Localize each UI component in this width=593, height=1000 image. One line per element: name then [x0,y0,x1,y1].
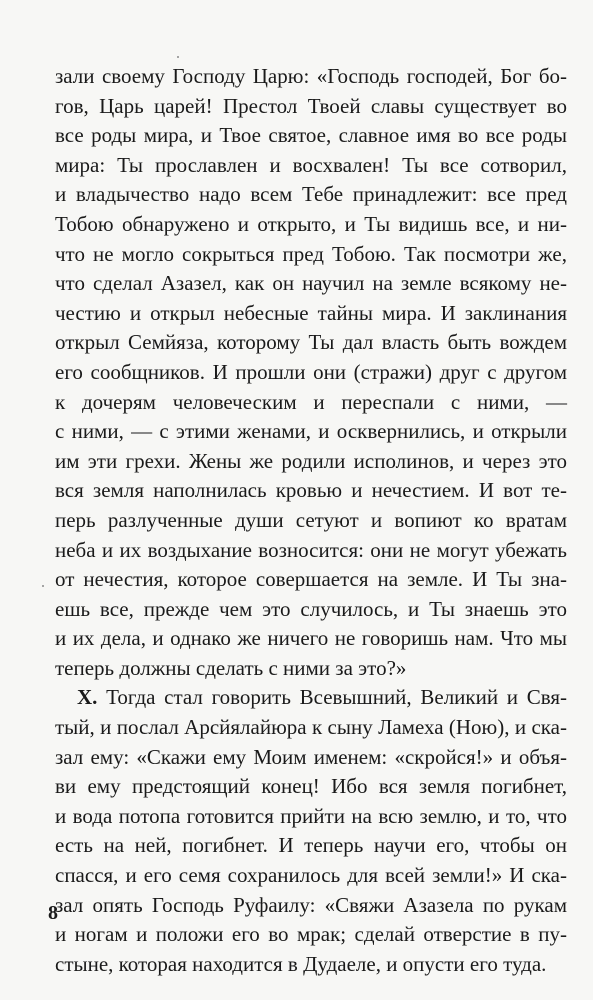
body-text [55,62,567,979]
text-line: и ногам и положи его во мрак; сделай отверстие в пу- [55,922,567,947]
text-line: ви ему предстоящий конец! Ибо вся земля погибнет, [55,774,567,799]
text-line: Тобою обнаружено и открыто, и Ты видишь все, и ни- [55,211,567,236]
text-line: зал ему: «Скажи ему Моим именем: «скройся!» и объя- [55,744,567,769]
text-line: вся земля наполнилась кровью и нечестием. И вот те- [55,478,567,503]
text-line: есть на ней, погибнет. И теперь научи его, чтобы он [55,833,567,858]
chapter-marker: X. [77,685,98,710]
text-line: к дочерям человеческим и переспали с ними, — [55,389,567,414]
text-line: неба и их воздыхание возносится: они не могут убежать [55,537,567,562]
text-line: им эти грехи. Жены же родили исполинов, и через это [55,448,567,473]
text-line: гов, Царь царей! Престол Твоей славы существует во [55,93,567,118]
text-line: все роды мира, и Твое святое, славное имя во все роды [55,123,567,148]
text-line: и их дела, и однако же ничего не говоришь нам. Что мы [55,626,567,651]
text-line: зал опять Господь Руфаилу: «Свяжи Азазела по рукам [55,892,567,917]
text-line: что сделал Азазел, как он научил на земле всякому не- [55,271,567,296]
text-line: что не могло сокрыться пред Тобою. Так посмотри же, [55,241,567,266]
text-line: с ними, — с этими женами, и осквернились, и открыли [55,419,567,444]
text-line: зали своему Господу Царю: «Господь господей, Бог бо- [55,64,567,88]
text-line: стыне, которая находится в Дудаеле, и опусти его туда. [55,951,547,976]
text-line: открыл Семйяза, которому Ты дал власть быть вождем [55,330,567,355]
text-line: спасся, и его семя сохранилось для всей земли!» И ска- [55,863,567,888]
text-line: ешь все, прежде чем это случилось, и Ты знаешь это [55,596,567,621]
text-line: мира: Ты прославлен и восхвален! Ты все сотворил, [55,152,567,177]
text-line: перь разлученные души сетуют и вопиют ко вратам [55,507,567,532]
text-line: его сообщников. И прошли они (стражи) друг с другом [55,359,567,384]
text-line: от нечестия, которое совершается на земле. И Ты зна- [55,567,567,592]
text-line: и владычество надо всем Тебе принадлежит: все пред [55,182,567,207]
text-line: честию и открыл небесные тайны мира. И заклинания [55,300,567,325]
print-speck [177,56,179,58]
chapter-first-line [55,683,567,713]
text-line: теперь должны сделать с ними за это?» [55,655,407,680]
print-speck [42,585,44,587]
page-number: 8 [48,902,58,924]
text-line: и вода потопа готовится прийти на всю землю, и то, что [55,803,567,828]
text-line: тый, и послал Арсйялайюра к сыну Ламеха (Ною), и ска- [55,715,567,740]
chapter-first-line-text: Тогда стал говорить Всевышний, Великий и Свя- [106,685,568,710]
